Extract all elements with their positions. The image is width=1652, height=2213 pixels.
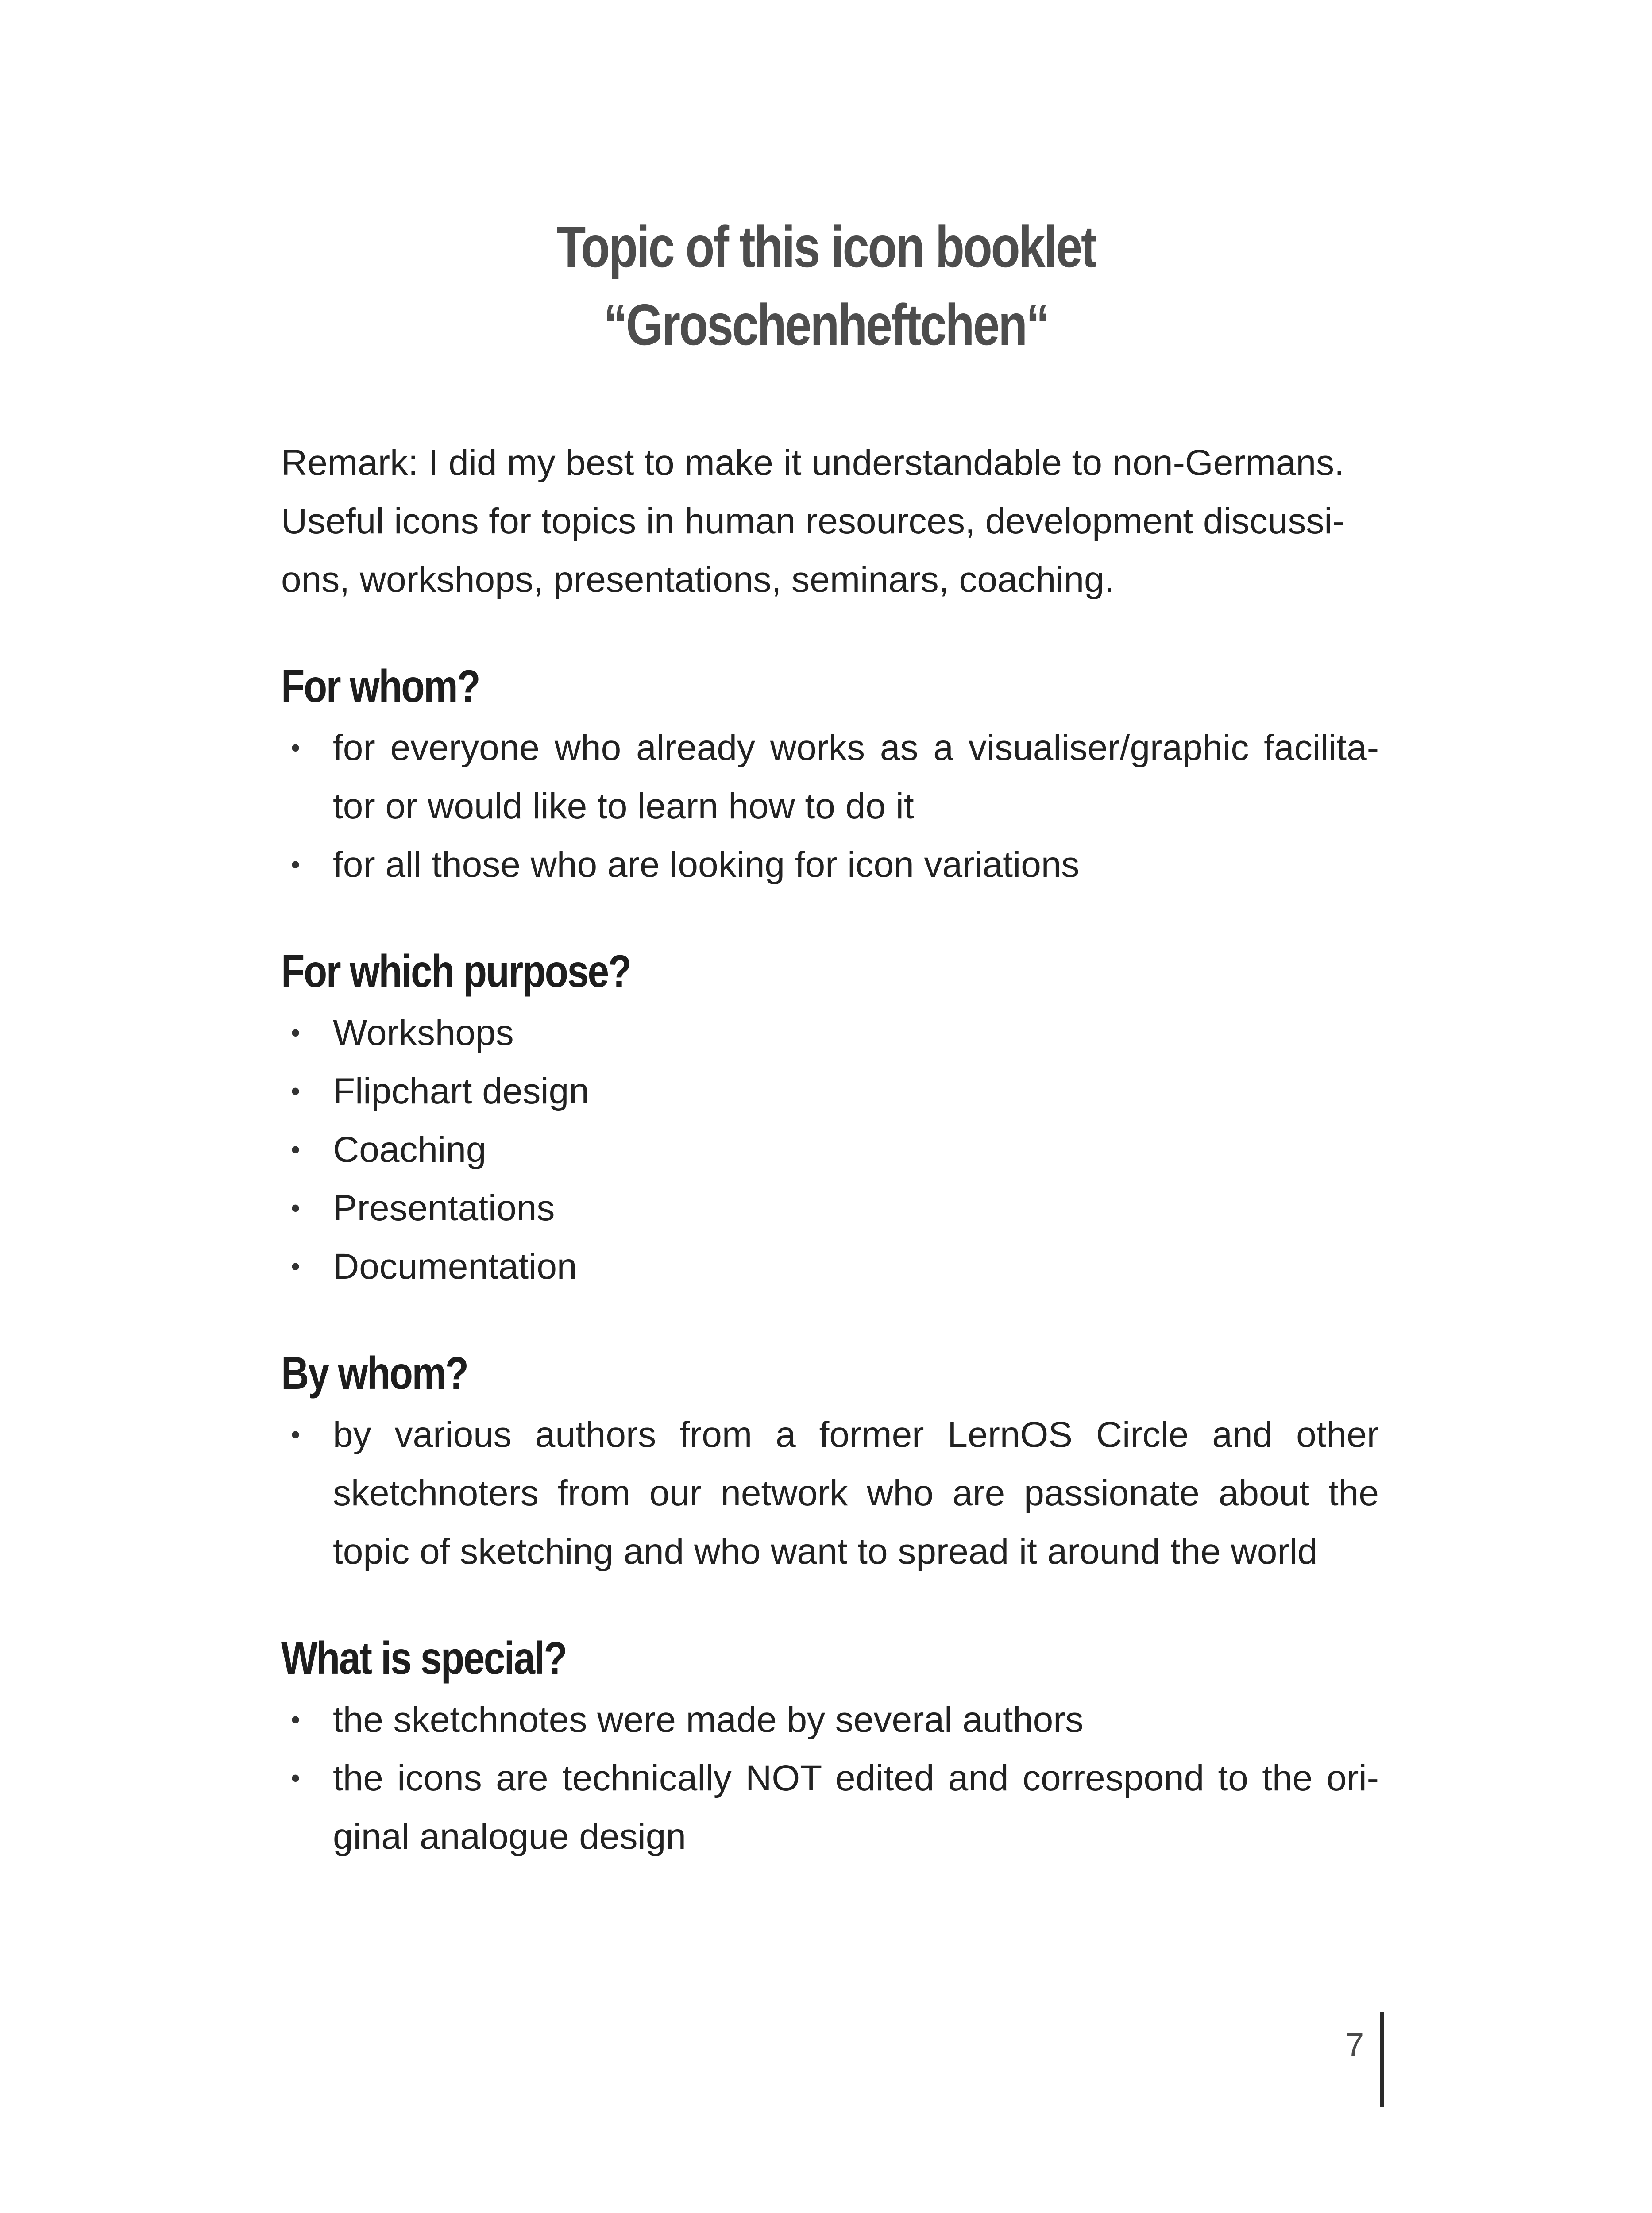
list-item — [281, 719, 1379, 836]
list-item-line: Workshops — [333, 1013, 514, 1053]
page-content — [281, 434, 1379, 1866]
bullet-list — [281, 1004, 1379, 1296]
bullet-icon: • — [291, 850, 301, 879]
page-number-rule — [1380, 2012, 1384, 2107]
list-item-line: sketchnoters from our network who are passionate about the — [333, 1473, 1379, 1513]
bullet-icon: • — [291, 1763, 301, 1793]
page-number: 7 — [1346, 2026, 1364, 2063]
section-heading: By whom? — [281, 1348, 468, 1399]
bullet-icon: • — [291, 1705, 301, 1735]
list-item-line: Coaching — [333, 1130, 486, 1170]
section-for-whom — [281, 658, 1379, 894]
section-by-whom — [281, 1345, 1379, 1581]
list-item-line: for all those who are looking for icon variations — [333, 844, 1080, 885]
title-line-2: “Groschenheftchen“ — [603, 292, 1049, 357]
list-item — [281, 1749, 1379, 1866]
bullet-list — [281, 1691, 1379, 1866]
list-item — [281, 1121, 1379, 1179]
list-item-line: tor or would like to learn how to do it — [333, 786, 914, 826]
bullet-icon: • — [291, 1076, 301, 1106]
bullet-icon: • — [291, 1420, 301, 1450]
section-heading: What is special? — [281, 1633, 567, 1684]
remark-line: ons, workshops, presentations, seminars, coaching. — [281, 559, 1115, 600]
list-item — [281, 1691, 1379, 1749]
bullet-icon: • — [291, 1252, 301, 1281]
list-item-line: for everyone who already works as a visualiser/graphic facilita- — [333, 728, 1379, 768]
bullet-icon: • — [291, 733, 301, 763]
list-item — [281, 1406, 1379, 1581]
section-for-which-purpose — [281, 943, 1379, 1296]
list-item — [281, 1004, 1379, 1062]
list-item-line: the icons are technically NOT edited and correspond to the ori- — [333, 1758, 1379, 1798]
list-item — [281, 836, 1379, 894]
bullet-list — [281, 1406, 1379, 1581]
list-item — [281, 1179, 1379, 1238]
title-line-1: Topic of this icon booklet — [556, 214, 1096, 279]
list-item-line: ginal analogue design — [333, 1816, 686, 1857]
section-what-is-special — [281, 1630, 1379, 1866]
section-heading: For which purpose? — [281, 946, 631, 997]
list-item-line: by various authors from a former LernOS Circle and other — [333, 1415, 1379, 1455]
list-item-line: the sketchnotes were made by several authors — [333, 1700, 1084, 1740]
list-item — [281, 1062, 1379, 1121]
remark-line: Remark: I did my best to make it understandable to non-Germans. — [281, 443, 1344, 483]
remark-line: Useful icons for topics in human resources, development discussi- — [281, 501, 1344, 541]
list-item-line: Presentations — [333, 1188, 555, 1228]
bullet-icon: • — [291, 1018, 301, 1048]
list-item — [281, 1238, 1379, 1296]
bullet-icon: • — [291, 1135, 301, 1164]
section-heading: For whom? — [281, 661, 480, 712]
list-item-line: Documentation — [333, 1246, 577, 1287]
bullet-icon: • — [291, 1193, 301, 1223]
bullet-list — [281, 719, 1379, 894]
remark-paragraph — [281, 434, 1379, 609]
list-item-line: Flipchart design — [333, 1071, 589, 1111]
page-title — [149, 208, 1503, 364]
list-item-line: topic of sketching and who want to spread it around the world — [333, 1531, 1318, 1572]
